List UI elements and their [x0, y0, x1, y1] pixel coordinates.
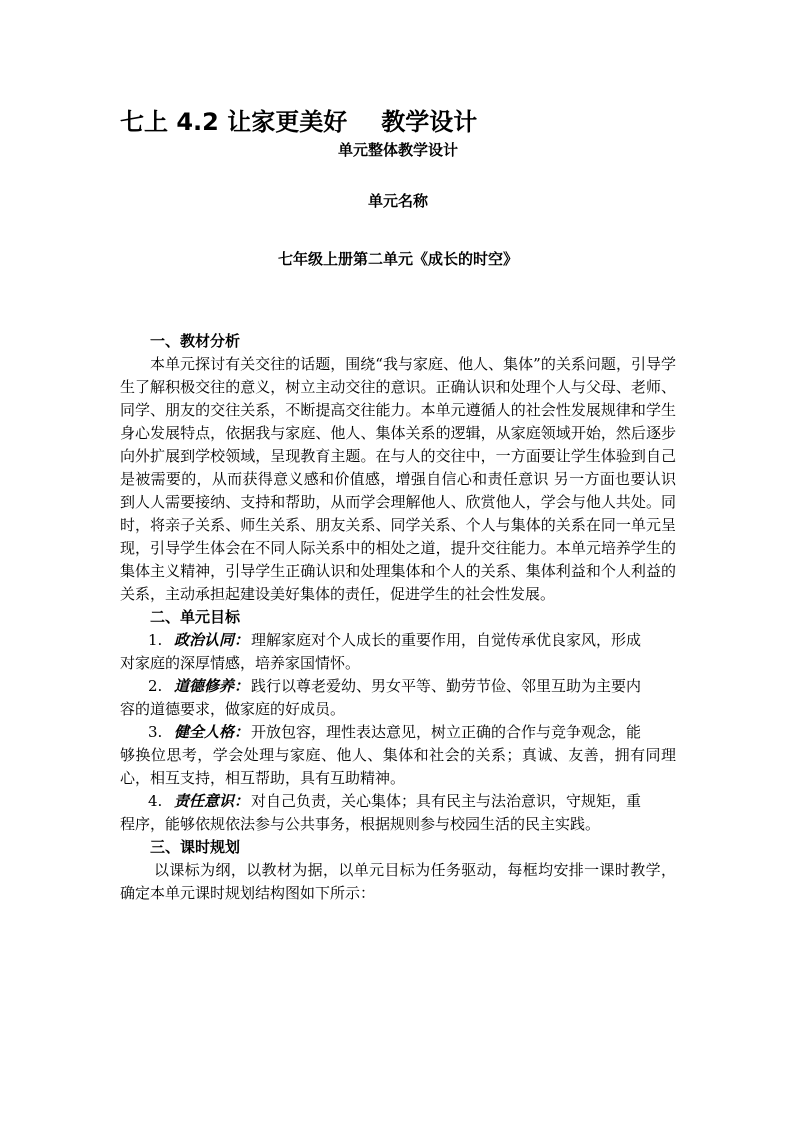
goal-keyword: 健全人格： [174, 723, 250, 741]
goal-number: 4. [148, 792, 163, 810]
analysis-paragraph: 本单元探讨有关交往的话题，围绕“我与家庭、他人、集体”的关系问题，引导学生了解积极交往的意义，树立主动交往的意识。正确认识和处理个人与父母、老师、同学、朋友的交往关系，不断提高交往能力。本单元遵循人的社会性发展规律和学生身心发展特点，依据我与家庭、他人、集体关系的逻辑，从家庭领域开始，然后逐步向外扩展到学校领域，呈现教育主题。在与人的交往中，一方面要让学生体验到自己是被需要的，从而获得意义感和价值感，增强自信心和责任意识 另一方面也要认识到人人需要接纳、支持和帮助，从而学会理解他人、欣赏他人，学会与他人共处。同时，将亲子关系、师生关系、朋友关系、同学关系、个人与集体的关系在同一单元呈现，引导学生体会在不同人际关系中的相处之道，提升交往能力。本单元培养学生的集体主义精神，引导学生正确认识和处理集体和个人的关系、集体利益和个人利益的关系，主动承担起建设美好集体的责任，促进学生的社会性发展。 [120, 355, 676, 603]
goal-item [120, 675, 676, 698]
goal-number: 1. [148, 631, 163, 649]
goal-text: 开放包容，理性表达意见，树立正确的合作与竞争观念，能 [251, 723, 642, 741]
unit-name: 七年级上册第二单元《成长的时空》 [277, 250, 518, 268]
unit-name-label: 单元名称 [367, 192, 428, 210]
schedule-paragraph: 以课标为纲，以教材为据，以单元目标为任务驱动，每框均安排一课时教学，确定本单元课时规划结构图如下所示： [120, 861, 676, 902]
goal-item [120, 790, 676, 813]
goal-keyword: 政治认同： [174, 631, 250, 649]
goal-keyword: 道德修养： [174, 677, 250, 695]
document-title [120, 102, 477, 137]
goal-text-continued: 程序，能够依规依法参与公共事务，根据规则参与校园生活的民主实践。 [120, 815, 601, 833]
section-heading-goals: 二、单元目标 [150, 608, 241, 626]
goal-text: 践行以尊老爱幼、男女平等、勤劳节俭、邻里互助为主要内 [251, 677, 642, 695]
goal-number: 3. [148, 723, 163, 741]
title-design: 教学设计 [381, 108, 478, 136]
goal-keyword: 责任意识： [174, 792, 250, 810]
goal-item [120, 721, 676, 744]
goal-item [120, 629, 676, 652]
subtitle: 单元整体教学设计 [337, 141, 458, 159]
goal-text-continued: 够换位思考，学会处理与家庭、他人、集体和社会的关系；真诚、友善，拥有同理心，相互支持，相互帮助，具有互助精神。 [120, 746, 676, 787]
goal-text: 理解家庭对个人成长的重要作用，自觉传承优良家风，形成 [251, 631, 642, 649]
goal-text: 对自己负责，关心集体；具有民主与法治意识，守规矩，重 [251, 792, 642, 810]
section-heading-analysis: 一、教材分析 [150, 332, 241, 350]
title-lesson: 七上 4.2 让家更美好 [120, 108, 348, 136]
goal-text-continued: 容的道德要求，做家庭的好成员。 [120, 700, 346, 718]
goal-number: 2. [148, 677, 163, 695]
section-heading-schedule: 三、课时规划 [150, 838, 241, 856]
document-body [120, 330, 676, 905]
goal-text-continued: 对家庭的深厚情感，培养家国情怀。 [120, 654, 361, 672]
